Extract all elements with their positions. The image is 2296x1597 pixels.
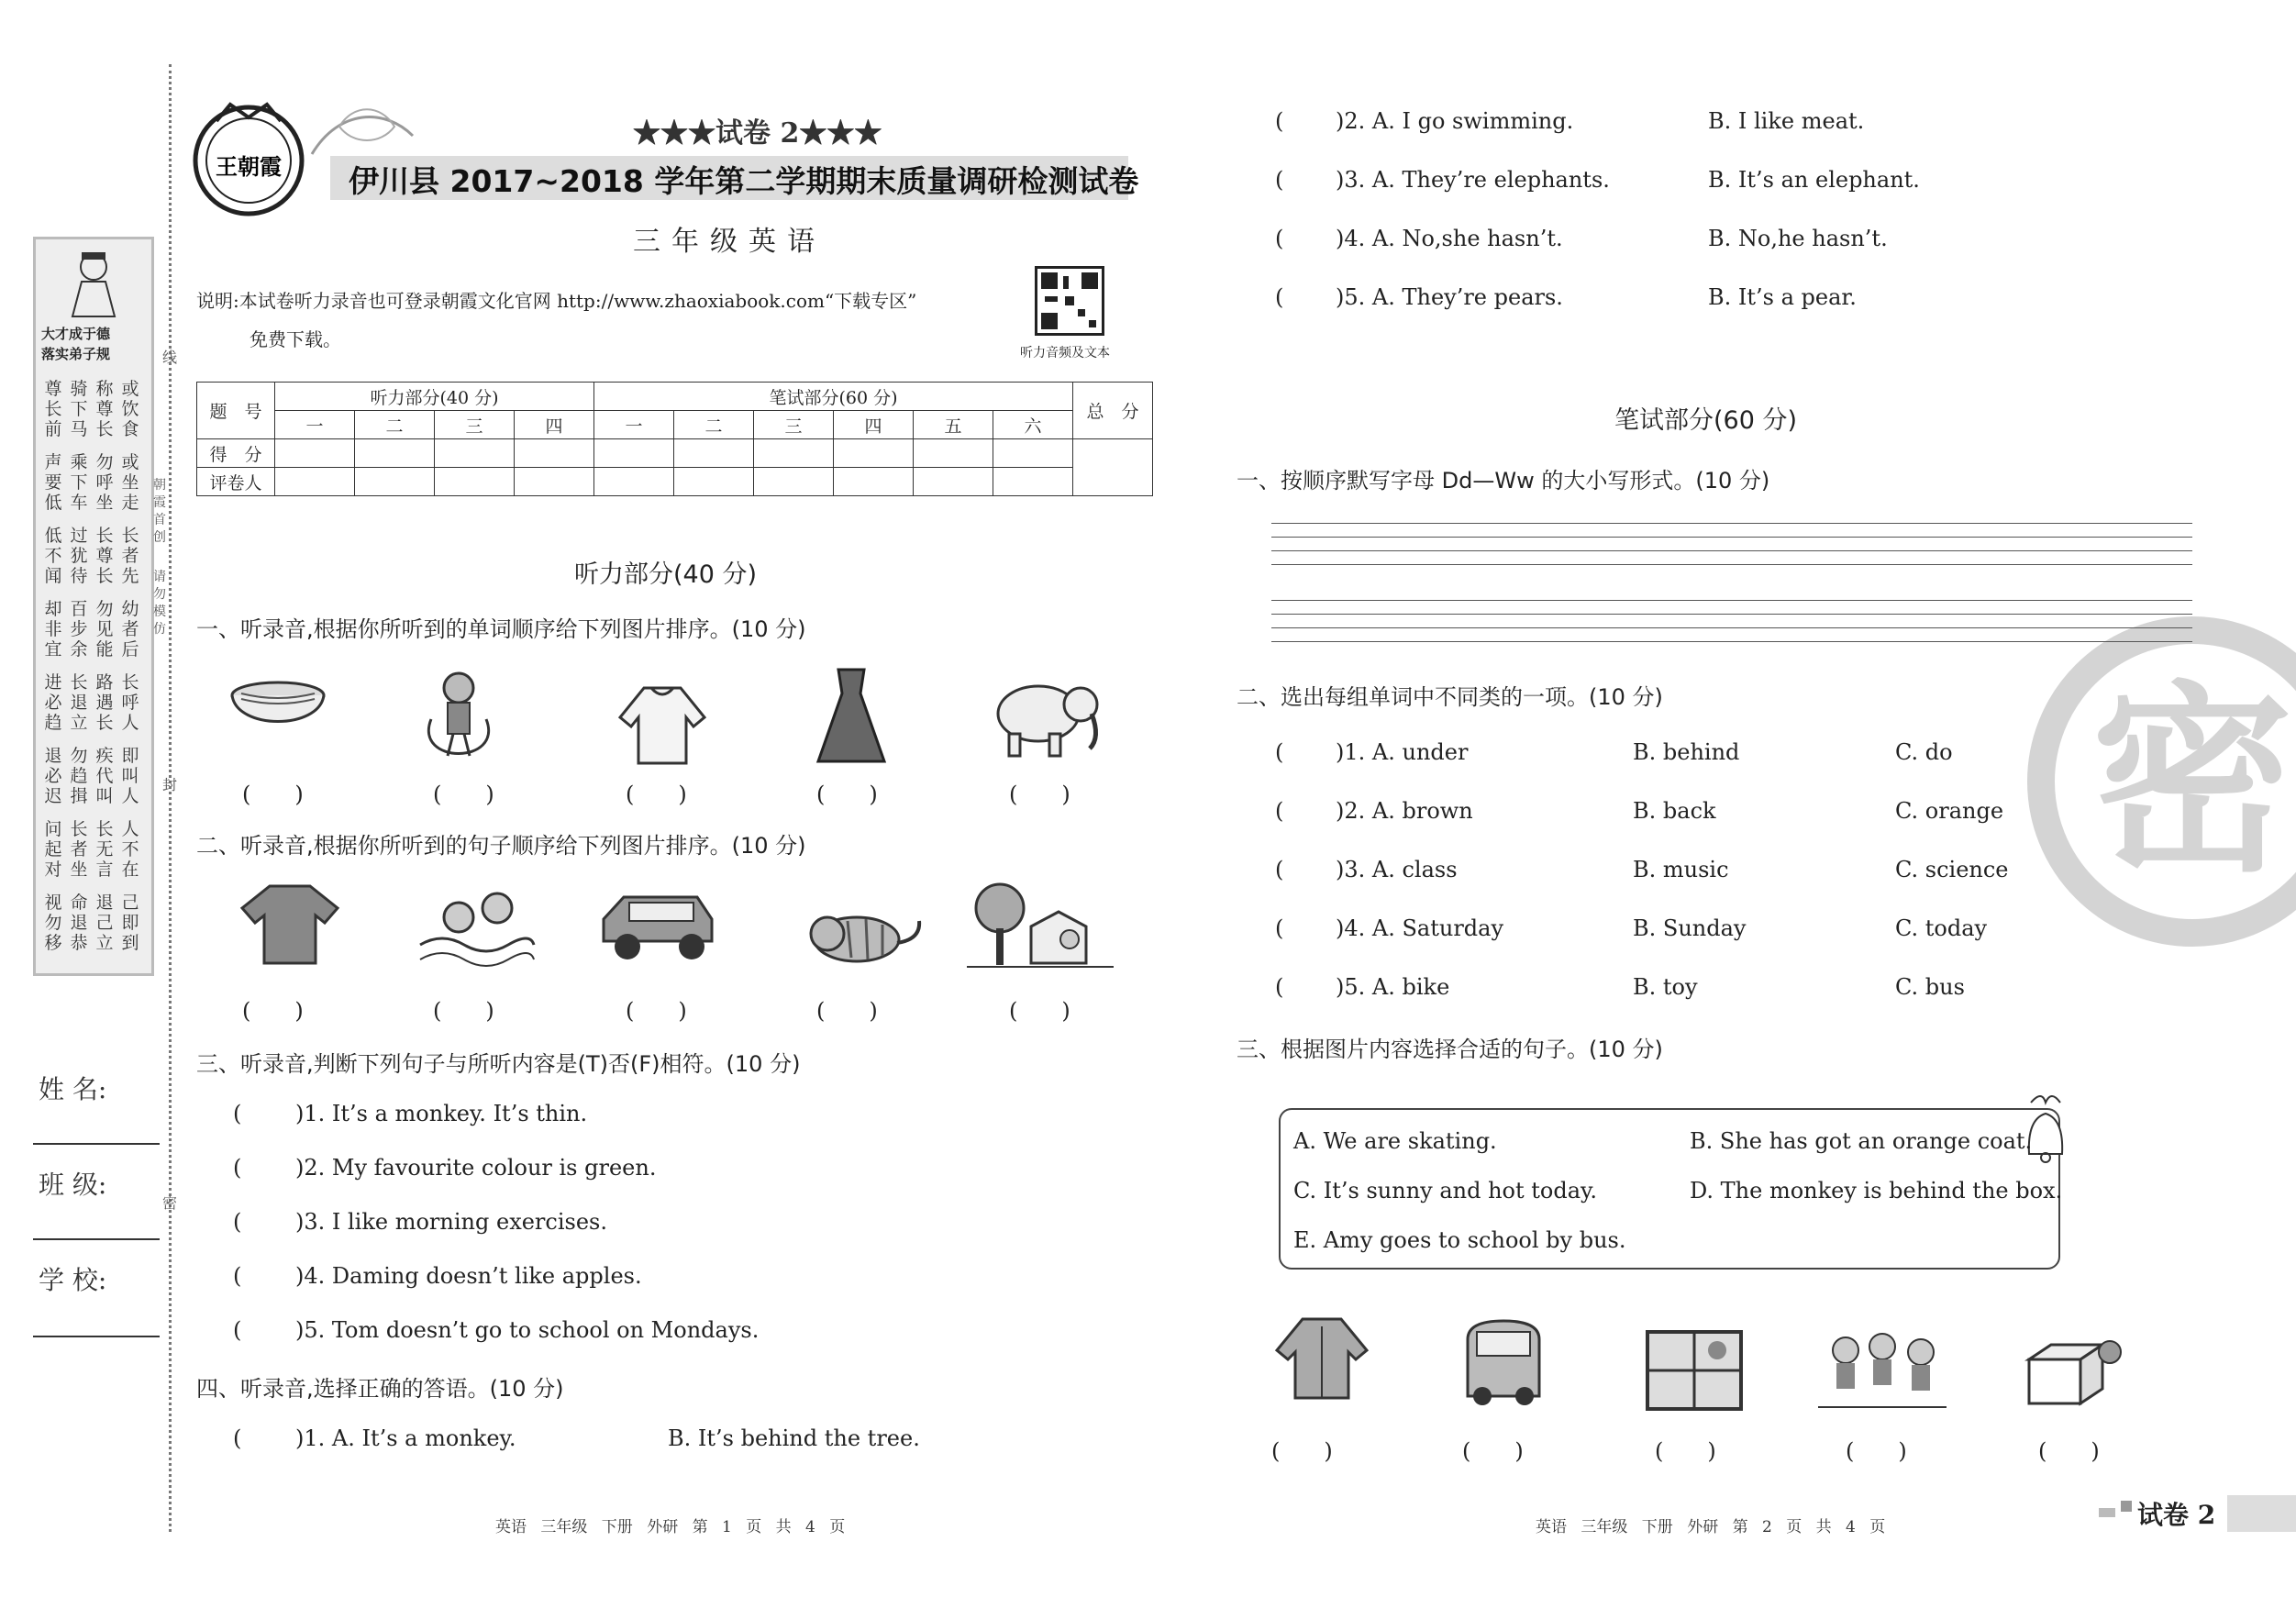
window-scene-icon — [1644, 1328, 1745, 1413]
score-cell[interactable] — [594, 439, 674, 468]
score-table-total: 总 分 — [1073, 383, 1153, 439]
score-row-label: 得 分 — [197, 439, 275, 468]
car-icon — [596, 882, 719, 967]
verse-column: 己即到 — [121, 893, 139, 953]
writing-heading: 笔试部分(60 分) — [1614, 406, 1798, 435]
listening-q4-title: 四、听录音,选择正确的答语。(10 分) — [196, 1376, 564, 1402]
response-option-a: )2. A. I go swimming. — [1336, 108, 1574, 134]
total-cell[interactable] — [1073, 439, 1153, 496]
handwriting-lines-2[interactable] — [1271, 600, 2192, 655]
response-blank[interactable]: ( — [1275, 226, 1284, 251]
answer-blank[interactable]: ( ) — [1009, 782, 1070, 807]
answer-blank[interactable]: ( ) — [626, 998, 687, 1024]
verse-column: 路遇长 — [95, 672, 114, 733]
paper-number: ★★★试卷 2★★★ — [633, 117, 882, 150]
verse-column: 视勿移 — [44, 893, 62, 953]
sweater-icon — [616, 681, 708, 767]
verse-column: 过犹待 — [70, 526, 88, 586]
scholar-figure-icon — [63, 249, 124, 320]
footer-page-2: 英语 三年级 下册 外研 第 2 页 共 4 页 — [1536, 1518, 1886, 1536]
sentence-option-c: C. It’s sunny and hot today. — [1293, 1178, 1598, 1203]
verse-column: 长退立 — [70, 672, 88, 733]
score-table — [196, 382, 1153, 496]
score-cell[interactable] — [914, 439, 993, 468]
corner-dot — [2099, 1508, 2115, 1517]
score-cell[interactable] — [674, 439, 754, 468]
score-cell[interactable] — [435, 439, 515, 468]
score-cell[interactable] — [993, 439, 1073, 468]
coat-icon — [1271, 1314, 1372, 1402]
verse-column: 骑下马 — [70, 379, 88, 439]
dress-icon — [815, 664, 888, 767]
tf-item: )2. My favourite colour is green. — [295, 1155, 657, 1181]
grader-cell[interactable] — [834, 468, 914, 496]
answer-blank[interactable]: ( ) — [242, 998, 304, 1024]
tf-item: )1. It’s a monkey. It’s thin. — [295, 1101, 588, 1126]
response-option-b: B. It’s an elephant. — [1708, 167, 1920, 193]
grader-cell[interactable] — [993, 468, 1073, 496]
word-option-a: )4. A. Saturday — [1336, 915, 1504, 941]
verse-column: 幼者后 — [121, 599, 139, 660]
verse-column: 长呼人 — [121, 672, 139, 733]
answer-blank[interactable]: ( ) — [1846, 1438, 1907, 1464]
bus-icon — [1455, 1314, 1552, 1405]
word-option-b: B. back — [1633, 798, 1716, 824]
word-option-b: B. Sunday — [1633, 915, 1747, 941]
response-option-b: B. It’s a pear. — [1708, 284, 1857, 310]
swimming-kids-icon — [415, 881, 539, 969]
motto-line-1: 大才成于德 — [41, 326, 111, 342]
verse-column: 人不在 — [121, 819, 139, 880]
school-label: 学 校: — [39, 1265, 107, 1295]
response-option-a: )4. A. No,she hasn’t. — [1336, 226, 1563, 251]
grader-cell[interactable] — [914, 468, 993, 496]
word-option-a: )3. A. class — [1336, 857, 1458, 882]
writing-q3-title: 三、根据图片内容选择合适的句子。(10 分) — [1237, 1037, 1663, 1062]
tf-blank[interactable]: ( — [233, 1155, 242, 1181]
verse-column: 称尊长 — [95, 379, 114, 439]
score-table-tihao: 题 号 — [197, 383, 275, 439]
side-mark-xian: 线 — [161, 349, 177, 366]
word-option-c: C. bus — [1895, 974, 1965, 1000]
sentence-option-a: A. We are skating. — [1293, 1128, 1497, 1154]
odd-one-blank[interactable]: ( — [1275, 857, 1284, 882]
score-col: 四 — [515, 411, 594, 439]
word-option-a: )2. A. brown — [1336, 798, 1473, 824]
side-mark-no-copy: 请勿模仿 — [153, 570, 166, 637]
verse-column: 退必迟 — [44, 746, 62, 806]
grader-cell[interactable] — [674, 468, 754, 496]
grader-cell[interactable] — [355, 468, 435, 496]
verse-column: 长尊长 — [95, 526, 114, 586]
tf-blank[interactable]: ( — [233, 1101, 242, 1126]
verse-column: 长者先 — [121, 526, 139, 586]
tf-item: )5. Tom doesn’t go to school on Mondays. — [295, 1317, 760, 1343]
tf-blank[interactable]: ( — [233, 1209, 242, 1235]
score-cell[interactable] — [515, 439, 594, 468]
word-option-b: B. music — [1633, 857, 1729, 882]
answer-blank[interactable]: ( ) — [816, 782, 878, 807]
word-option-c: C. do — [1895, 739, 1953, 765]
response-option-a: )1. A. It’s a monkey. — [295, 1425, 516, 1451]
score-cell[interactable] — [275, 439, 355, 468]
class-label: 班 级: — [39, 1170, 107, 1200]
verse-column: 勿趋揖 — [70, 746, 88, 806]
word-option-b: B. toy — [1633, 974, 1698, 1000]
answer-blank[interactable]: ( ) — [1271, 1438, 1333, 1464]
score-col: 三 — [435, 411, 515, 439]
verse-column: 勿呼坐 — [95, 452, 114, 513]
binding-dotted-line — [169, 64, 172, 1532]
word-option-c: C. today — [1895, 915, 1988, 941]
answer-blank[interactable]: ( ) — [1462, 1438, 1524, 1464]
stamp-char: 密 — [2091, 664, 2293, 899]
ribbon-icon — [303, 99, 422, 163]
publisher-logo — [189, 101, 308, 220]
exam-title: 伊川县 2017~2018 学年第二学期期末质量调研检测试卷 — [349, 163, 1139, 199]
note-line-1: 说明:本试卷听力录音也可登录朝霞文化官网 http://www.zhaoxiabook.com“下载专区” — [196, 290, 917, 312]
word-option-c: C. science — [1895, 857, 2009, 882]
listening-q3-title: 三、听录音,判断下列句子与所听内容是(T)否(F)相符。(10 分) — [196, 1051, 801, 1077]
moral-verse-panel — [33, 237, 154, 976]
score-col: 一 — [275, 411, 355, 439]
secret-stamp — [2027, 616, 2296, 947]
listening-heading: 听力部分(40 分) — [574, 560, 758, 589]
response-blank[interactable]: ( — [233, 1425, 242, 1451]
writing-q2-title: 二、选出每组单词中不同类的一项。(10 分) — [1237, 684, 1663, 710]
verse-column: 声要低 — [44, 452, 62, 513]
score-col: 一 — [594, 411, 674, 439]
grader-cell[interactable] — [515, 468, 594, 496]
sentence-option-d: D. The monkey is behind the box. — [1690, 1178, 2063, 1203]
grader-cell[interactable] — [275, 468, 355, 496]
footer-page-1: 英语 三年级 下册 外研 第 1 页 共 4 页 — [495, 1518, 846, 1536]
answer-blank[interactable]: ( ) — [816, 998, 878, 1024]
response-option-b: B. I like meat. — [1708, 108, 1865, 134]
tf-item: )4. Daming doesn’t like apples. — [295, 1263, 642, 1289]
score-cell[interactable] — [834, 439, 914, 468]
word-option-b: B. behind — [1633, 739, 1740, 765]
tshirt-icon — [238, 881, 341, 969]
qr-caption: 听力音频及文本 — [1020, 346, 1110, 360]
odd-one-blank[interactable]: ( — [1275, 739, 1284, 765]
response-option-b: B. It’s behind the tree. — [668, 1425, 920, 1451]
verse-column: 尊长前 — [44, 379, 62, 439]
logo-text: 王朝霞 — [216, 153, 282, 180]
answer-blank[interactable]: ( ) — [1655, 1438, 1716, 1464]
verse-column: 低不闻 — [44, 526, 62, 586]
corner-label: 试卷 2 — [2137, 1500, 2216, 1530]
tf-item: )3. I like morning exercises. — [295, 1209, 607, 1235]
score-col: 三 — [754, 411, 834, 439]
verse-column: 问起对 — [44, 819, 62, 880]
monkey-box-icon — [2024, 1332, 2124, 1409]
answer-blank[interactable]: ( ) — [433, 998, 494, 1024]
response-blank[interactable]: ( — [1275, 167, 1284, 193]
odd-one-blank[interactable]: ( — [1275, 798, 1284, 824]
skipping-girl-icon — [413, 664, 505, 767]
odd-one-blank[interactable]: ( — [1275, 915, 1284, 941]
response-option-b: B. No,he hasn’t. — [1708, 226, 1888, 251]
verse-column: 或饮食 — [121, 379, 139, 439]
verse-column: 长者坐 — [70, 819, 88, 880]
park-scene-icon — [967, 881, 1114, 972]
response-blank[interactable]: ( — [1275, 284, 1284, 310]
verse-column: 即叫人 — [121, 746, 139, 806]
score-table-writing: 笔试部分(60 分) — [594, 383, 1073, 411]
verse-column: 或坐走 — [121, 452, 139, 513]
score-table-listening: 听力部分(40 分) — [275, 383, 594, 411]
answer-blank[interactable]: ( ) — [1009, 998, 1070, 1024]
response-blank[interactable]: ( — [1275, 108, 1284, 134]
noodles-bowl-icon — [227, 675, 328, 749]
verse-column: 进必趋 — [44, 672, 62, 733]
answer-blank[interactable]: ( ) — [2038, 1438, 2100, 1464]
score-col: 六 — [993, 411, 1073, 439]
sentence-option-b: B. She has got an orange coat. — [1690, 1128, 2033, 1154]
grader-row-label: 评卷人 — [197, 468, 275, 496]
grader-cell[interactable] — [435, 468, 515, 496]
word-option-a: )5. A. bike — [1336, 974, 1450, 1000]
score-cell[interactable] — [754, 439, 834, 468]
grader-cell[interactable] — [594, 468, 674, 496]
sentence-option-e: E. Amy goes to school by bus. — [1293, 1227, 1626, 1253]
skating-kids-icon — [1809, 1328, 1956, 1413]
exam-subject: 三年级英语 — [633, 226, 826, 258]
verse-column: 乘下车 — [70, 452, 88, 513]
cat-icon — [802, 903, 926, 967]
word-option-c: C. orange — [1895, 798, 2004, 824]
verse-column: 百步余 — [70, 599, 88, 660]
corner-band — [2227, 1495, 2296, 1532]
answer-blank[interactable]: ( ) — [433, 782, 494, 807]
listening-q2-title: 二、听录音,根据你所听到的句子顺序给下列图片排序。(10 分) — [196, 833, 806, 859]
grader-cell[interactable] — [754, 468, 834, 496]
tf-blank[interactable]: ( — [233, 1263, 242, 1289]
verse-column: 却非宜 — [44, 599, 62, 660]
name-label: 姓 名: — [39, 1074, 107, 1104]
response-option-a: )5. A. They’re pears. — [1336, 284, 1563, 310]
writing-q1-title: 一、按顺序默写字母 Dd—Ww 的大小写形式。(10 分) — [1237, 468, 1770, 494]
side-mark-original: 朝霞首创 — [153, 478, 166, 545]
odd-one-blank[interactable]: ( — [1275, 974, 1284, 1000]
corner-dot — [2121, 1501, 2132, 1512]
motto-line-2: 落实弟子规 — [41, 346, 111, 362]
verse-column: 退己立 — [95, 893, 114, 953]
class-field[interactable] — [33, 1238, 160, 1240]
side-mark-feng: 封 — [161, 776, 177, 793]
name-field[interactable] — [33, 1143, 160, 1145]
verse-column: 长无言 — [95, 819, 114, 880]
verse-column: 疾代叫 — [95, 746, 114, 806]
answer-blank[interactable]: ( ) — [626, 782, 687, 807]
side-mark-mi: 密 — [161, 1194, 177, 1212]
qr-code-icon[interactable] — [1035, 266, 1104, 336]
school-field[interactable] — [33, 1336, 160, 1337]
score-col: 二 — [355, 411, 435, 439]
verse-column: 命退恭 — [70, 893, 88, 953]
response-option-a: )3. A. They’re elephants. — [1336, 167, 1610, 193]
score-col: 五 — [914, 411, 993, 439]
tf-blank[interactable]: ( — [233, 1317, 242, 1343]
answer-blank[interactable]: ( ) — [242, 782, 304, 807]
score-col: 四 — [834, 411, 914, 439]
verse-column: 勿见能 — [95, 599, 114, 660]
listening-q1-title: 一、听录音,根据你所听到的单词顺序给下列图片排序。(10 分) — [196, 616, 806, 642]
score-col: 二 — [674, 411, 754, 439]
score-cell[interactable] — [355, 439, 435, 468]
elephant-icon — [991, 673, 1104, 761]
handwriting-lines-1[interactable] — [1271, 523, 2192, 578]
word-option-a: )1. A. under — [1336, 739, 1469, 765]
note-line-2: 免费下载。 — [250, 328, 341, 350]
